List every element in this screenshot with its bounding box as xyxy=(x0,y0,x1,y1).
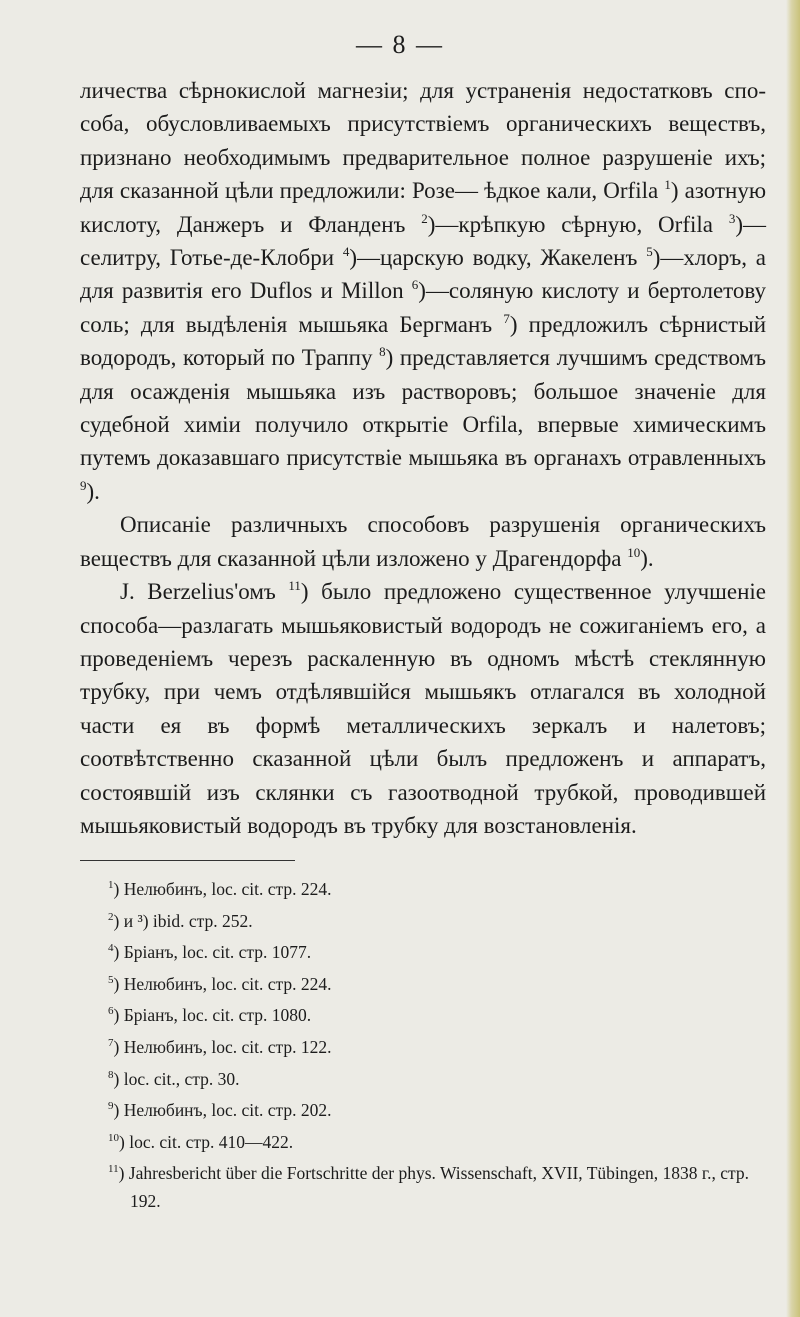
footnote-text: ) Нелюбинъ, loc. cit. стр. 224. xyxy=(113,879,332,899)
text-run: J. Berzelius'омъ xyxy=(120,579,289,605)
footnote xyxy=(108,872,768,904)
text-run: ) предложилъ сѣрнистый водородъ, который по Траппу xyxy=(80,311,766,371)
text-run: )—хлоръ, а для развитія его Duflos и Millon xyxy=(80,245,766,304)
page-edge xyxy=(786,0,800,1317)
text-run: )—царскую водку, Жакеленъ xyxy=(349,245,647,271)
footnote xyxy=(108,1156,768,1215)
text-run: )—селитру, Готье-де-Клобри xyxy=(80,211,766,271)
footnote-mark: 4 xyxy=(108,942,114,955)
footnote-ref: 6 xyxy=(411,277,419,293)
text-run: ). xyxy=(640,545,654,571)
footnote-mark: 7 xyxy=(108,1036,114,1049)
footnote xyxy=(108,998,768,1030)
footnote-ref: 9 xyxy=(80,477,87,493)
footnote-text: ) Нелюбинъ, loc. cit. стр. 202. xyxy=(113,1100,332,1121)
footnote-mark: 6 xyxy=(108,1005,114,1018)
footnote-ref: 10 xyxy=(627,544,641,560)
footnote-text: ) и ³) ibid. стр. 252. xyxy=(113,910,253,931)
footnote-divider xyxy=(80,860,295,861)
text-run: )—соляную кислоту и бертолетову соль; для выдѣленія мышьяка Бергманъ xyxy=(80,278,766,337)
footnote-ref: 7 xyxy=(503,310,510,326)
footnote-mark: 8 xyxy=(108,1068,114,1081)
body-text xyxy=(80,74,766,842)
footnote-mark: 9 xyxy=(108,1100,114,1113)
footnote-ref: 4 xyxy=(342,244,350,260)
footnote-ref: 3 xyxy=(728,210,736,226)
footnote-mark: 2 xyxy=(108,910,114,923)
text-run: Описаніе различныхъ способовъ разрушенія органическихъ веществъ для сказанной цѣли изложено у Драгендорфа xyxy=(80,512,766,571)
footnote xyxy=(108,1125,768,1157)
text-run: ). xyxy=(86,478,100,504)
footnote-text: ) loc. cit. стр. 410—422. xyxy=(119,1131,294,1152)
footnote-mark: 5 xyxy=(108,973,114,986)
paragraph-2 xyxy=(80,508,766,575)
footnote-text: ) Бріанъ, loc. cit. стр. 1077. xyxy=(113,942,312,963)
footnote-ref: 1 xyxy=(664,177,671,193)
footnote-ref: 8 xyxy=(379,344,386,360)
footnote-ref: 2 xyxy=(421,210,428,226)
footnote-mark: 11 xyxy=(108,1163,119,1176)
footnotes xyxy=(108,872,768,1216)
footnote xyxy=(108,1030,768,1062)
paragraph-3 xyxy=(80,575,766,842)
text-run: личества сѣрнокислой магнезіи; для устраненія недостатковъ способа, обусловливаемыхъ присутствіемъ органическихъ веществъ, признано необходимымъ предварительное полное разрушеніе ихъ; для сказанной цѣли предложили: Розе— ѣдкое кали, Orfila xyxy=(80,78,766,204)
footnote-mark: 1 xyxy=(108,879,114,891)
footnote xyxy=(108,967,768,999)
text-run: )—крѣпкую сѣрную, Orfila xyxy=(427,211,729,237)
footnote-mark: 10 xyxy=(108,1131,119,1144)
footnote-text: ) Нелюбинъ, loc. cit. стр. 224. xyxy=(113,973,332,994)
footnote-text: ) Jahresbericht über die Fortschritte der phys. Wissenschaft, XVII, Tübingen, 1838 г., стр. 192. xyxy=(118,1163,749,1211)
footnote-ref: 11 xyxy=(288,578,301,594)
footnote xyxy=(108,935,768,967)
footnote-text: ) Бріанъ, loc. cit. стр. 1080. xyxy=(113,1005,312,1026)
footnote-text: ) Нелюбинъ, loc. cit. стр. 122. xyxy=(113,1036,332,1057)
footnote xyxy=(108,1093,768,1125)
footnote xyxy=(108,904,768,936)
page-number: — 8 — xyxy=(356,30,444,59)
footnote xyxy=(108,1062,768,1094)
text-run: ) представляется лучшимъ средствомъ для осажденія мышьяка изъ растворовъ; большое значеніе для судебной химіи получило открытіе Orfila, впервые химическимъ путемъ доказавшаго присутствіе мышьяка въ органахъ отравленныхъ xyxy=(80,345,766,471)
text-run: ) было предложено существенное улучшеніе способа—разлагать мышьяковистый водородъ не сожиганіемъ его, а проведеніемъ черезъ раскаленную въ одномъ мѣстѣ стеклянную трубку, при чемъ отдѣлявшійся мышьякъ отлагался въ холодной части ея въ формѣ металлическихъ зеркалъ и налетовъ; соотвѣтственно сказанной цѣли былъ предложенъ и аппаратъ, состоявшій изъ склянки съ газоотводной трубкой, проводившей мышьяковистый водородъ въ трубку для возстановленія. xyxy=(80,579,766,838)
paragraph-1 xyxy=(80,74,766,508)
text-run: ) азотную кислоту, Данжеръ и Фланденъ xyxy=(80,178,767,237)
footnote-ref: 5 xyxy=(646,244,653,260)
footnote-text: ) loc. cit., стр. 30. xyxy=(113,1068,240,1089)
